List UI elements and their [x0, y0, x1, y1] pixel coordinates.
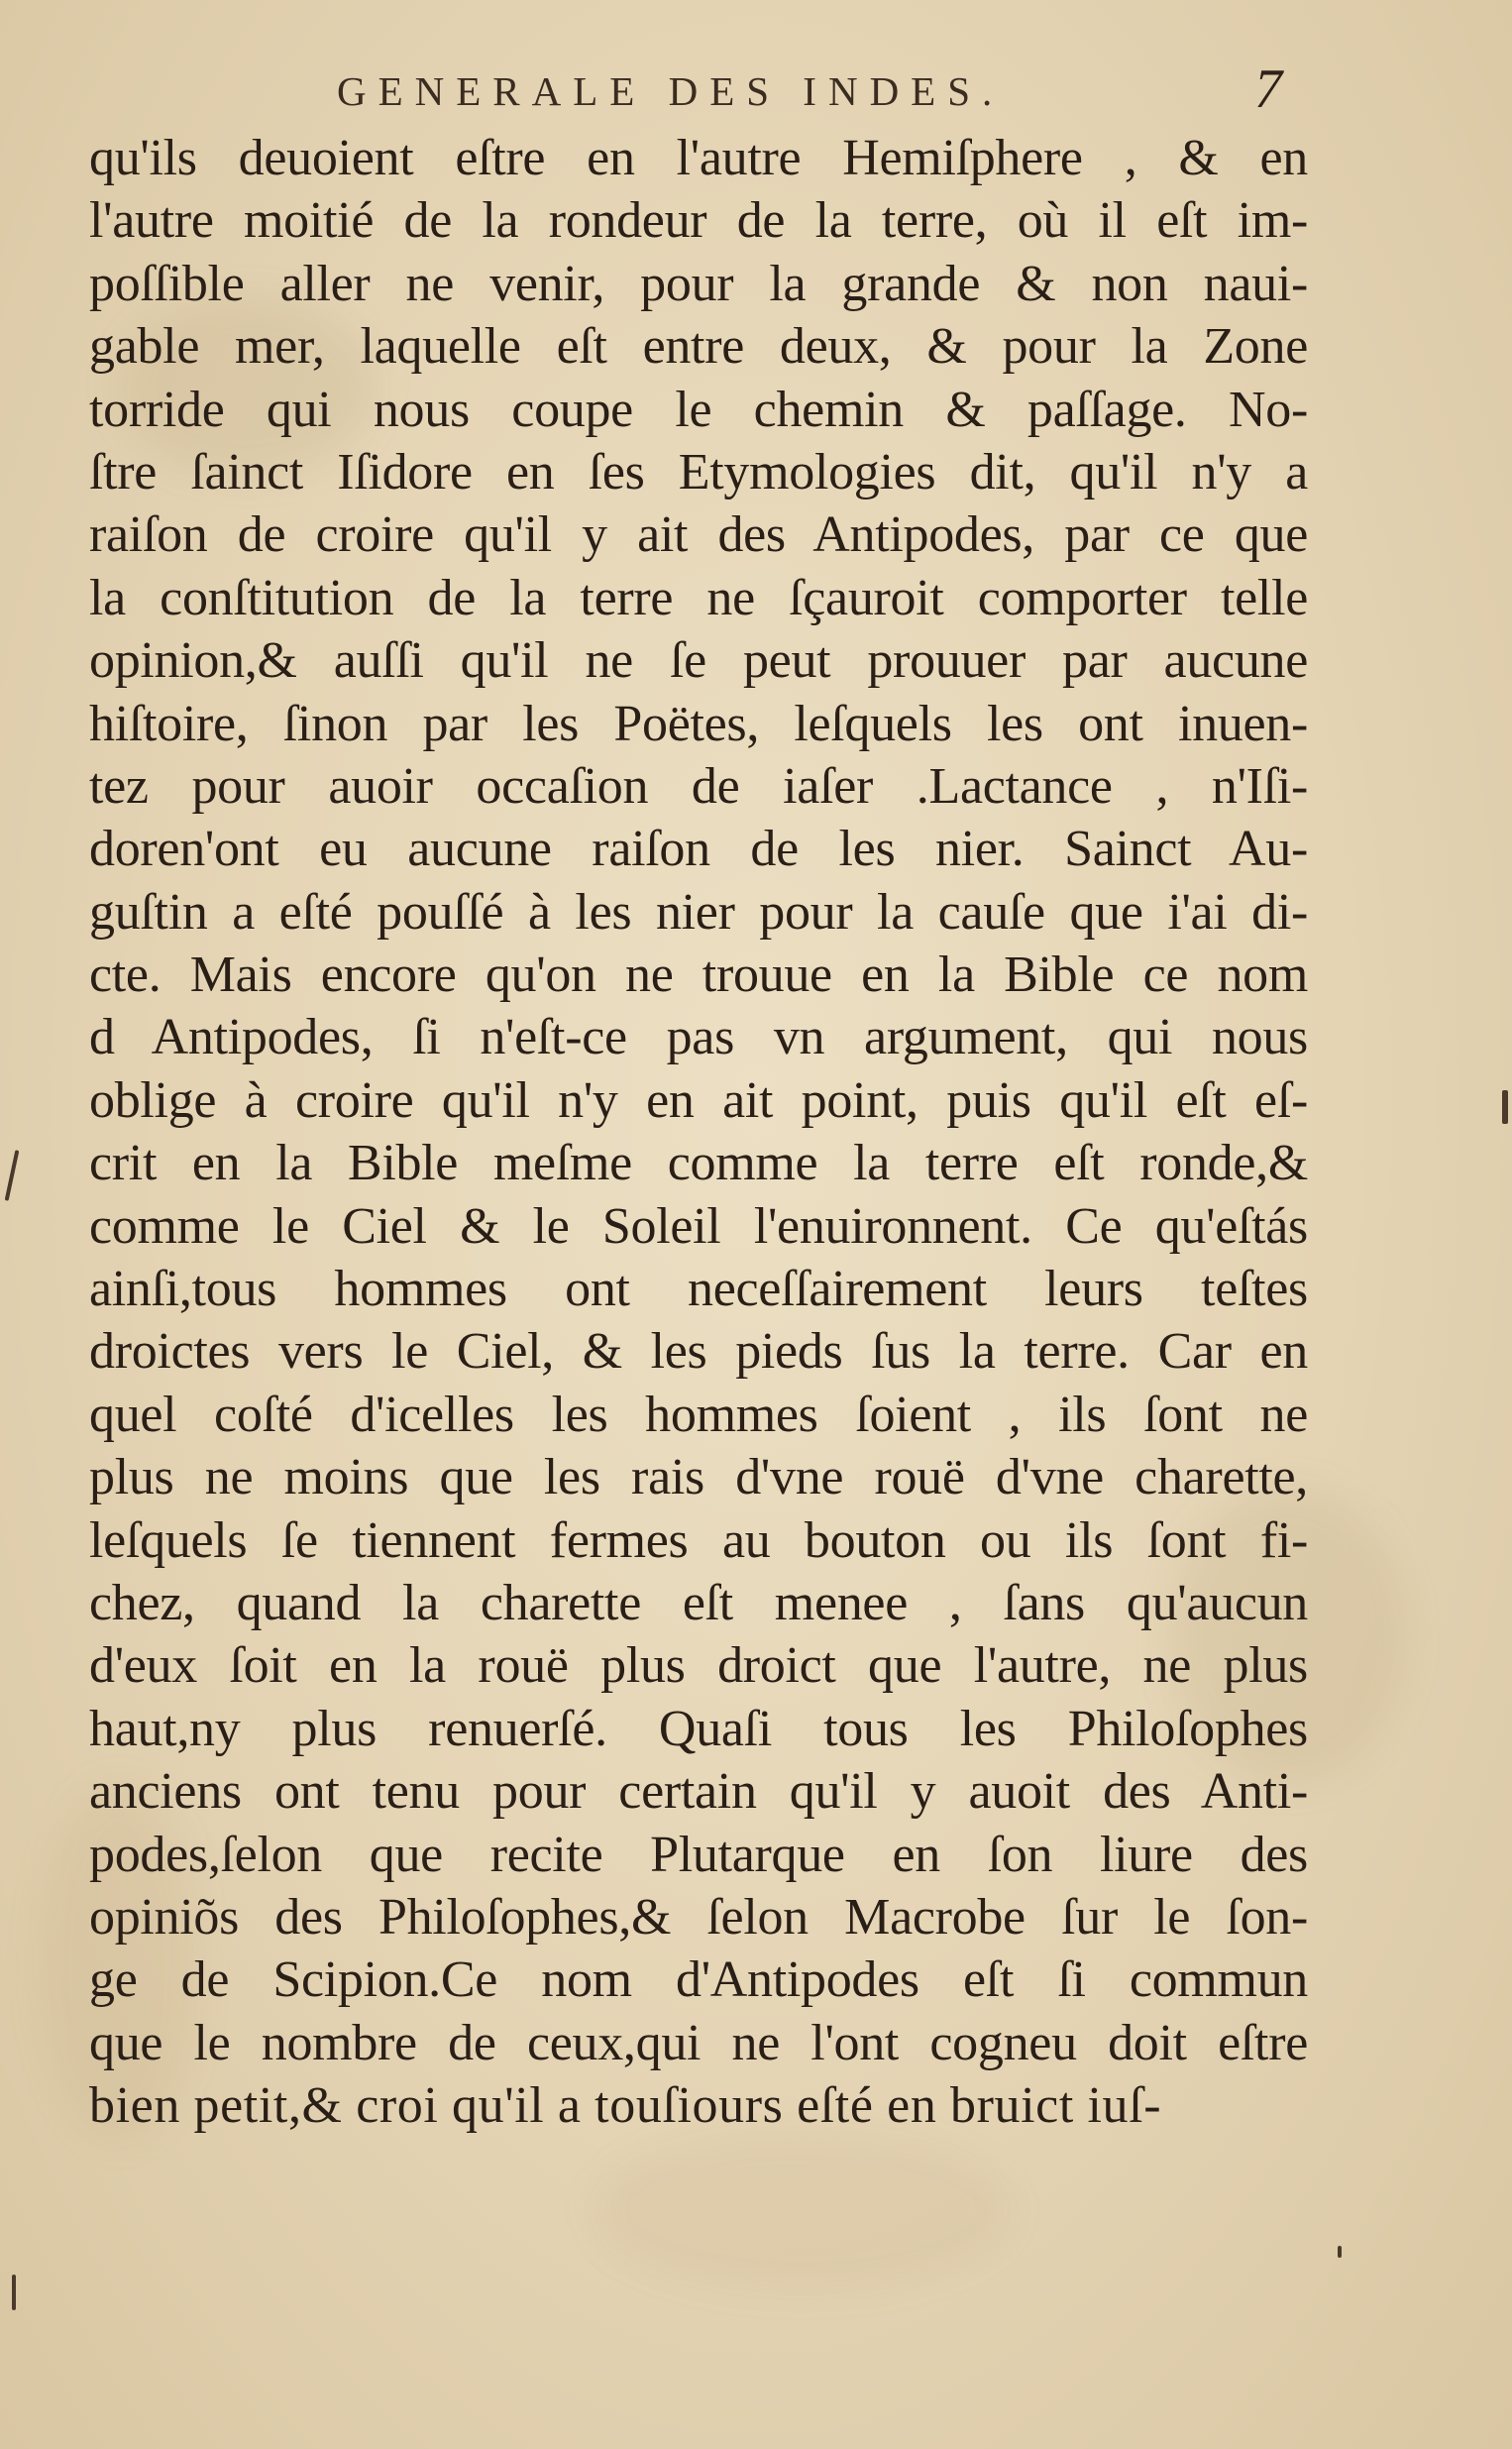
- text-line: d Antipodes, ſi n'eſt-ce pas vn argument, qui nous: [89, 1009, 1308, 1066]
- text-line: droictes vers le Ciel, & les pieds ſus la terre. Car en: [89, 1323, 1308, 1381]
- text-line: doren'ont eu aucune raiſon de les nier. Sainct Au-: [89, 821, 1308, 878]
- text-line: podes,ſelon que recite Plutarque en ſon liure des: [89, 1826, 1308, 1883]
- text-line: hiſtoire, ſinon par les Poëtes, leſquels les ont inuen-: [89, 695, 1308, 752]
- text-line: ainſi,tous hommes ont neceſſairement leurs teſtes: [89, 1261, 1308, 1318]
- margin-mark: [1502, 1090, 1508, 1124]
- paper-stain: [594, 2131, 1011, 2289]
- text-line: comme le Ciel & le Soleil l'enuironnent. Ce qu'eſtás: [89, 1197, 1308, 1255]
- margin-mark: [12, 2275, 16, 2310]
- margin-mark: [5, 1150, 20, 1201]
- text-line: guſtin a eſté pouſſé à les nier pour la cauſe que i'ai di-: [89, 883, 1308, 941]
- text-line: cte. Mais encore qu'on ne trouue en la Bible ce nom: [89, 946, 1308, 1004]
- text-line: tez pour auoir occaſion de iaſer .Lactance , n'Iſi-: [89, 757, 1308, 815]
- text-line: plus ne moins que les rais d'vne rouë d'vne charette,: [89, 1449, 1308, 1506]
- text-line: anciens ont tenu pour certain qu'il y auoit des Anti-: [89, 1763, 1308, 1821]
- margin-mark: [1338, 2246, 1342, 2258]
- text-line: oblige à croire qu'il n'y en ait point, puis qu'il eſt eſ-: [89, 1071, 1308, 1129]
- text-line: opiniõs des Philoſophes,& ſelon Macrobe ſur le ſon-: [89, 1888, 1308, 1946]
- text-line: gable mer, laquelle eſt entre deux, & pour la Zone: [89, 318, 1308, 376]
- page-number: 7: [1254, 58, 1282, 120]
- text-line: torride qui nous coupe le chemin & paſſage. No-: [89, 381, 1308, 438]
- text-line: bien petit,& croi qu'il a touſiours eſté en bruict iuſ-: [89, 2077, 1162, 2135]
- running-title: GENERALE DES INDES.: [337, 68, 1005, 114]
- text-line: d'eux ſoit en la rouë plus droict que l'autre, ne plus: [89, 1637, 1308, 1695]
- text-line: quel coſté d'icelles les hommes ſoient , ils ſont ne: [89, 1386, 1308, 1443]
- text-line: la conſtitution de la terre ne ſçauroit comporter telle: [89, 569, 1308, 626]
- text-line: opinion,& auſſi qu'il ne ſe peut prouuer par aucune: [89, 632, 1308, 690]
- text-line: haut,ny plus renuerſé. Quaſi tous les Philoſophes: [89, 1700, 1308, 1757]
- text-line: raiſon de croire qu'il y ait des Antipodes, par ce que: [89, 506, 1308, 564]
- text-line: que le nombre de ceux,qui ne l'ont cogneu doit eſtre: [89, 2014, 1308, 2071]
- text-line: poſſible aller ne venir, pour la grande & non naui-: [89, 255, 1308, 312]
- text-line: leſquels ſe tiennent fermes au bouton ou ils ſont fi-: [89, 1511, 1308, 1569]
- text-line: ge de Scipion.Ce nom d'Antipodes eſt ſi commun: [89, 1951, 1308, 2009]
- body-text: [89, 127, 1308, 2138]
- text-line: qu'ils deuoient eſtre en l'autre Hemiſphere , & en: [89, 130, 1308, 186]
- text-line: l'autre moitié de la rondeur de la terre, où il eſt im-: [89, 192, 1308, 250]
- text-line: ſtre ſainct Iſidore en ſes Etymologies dit, qu'il n'y a: [89, 443, 1308, 501]
- text-line: chez, quand la charette eſt menee , ſans qu'aucun: [89, 1574, 1308, 1631]
- text-line: crit en la Bible meſme comme la terre eſt ronde,&: [89, 1135, 1308, 1192]
